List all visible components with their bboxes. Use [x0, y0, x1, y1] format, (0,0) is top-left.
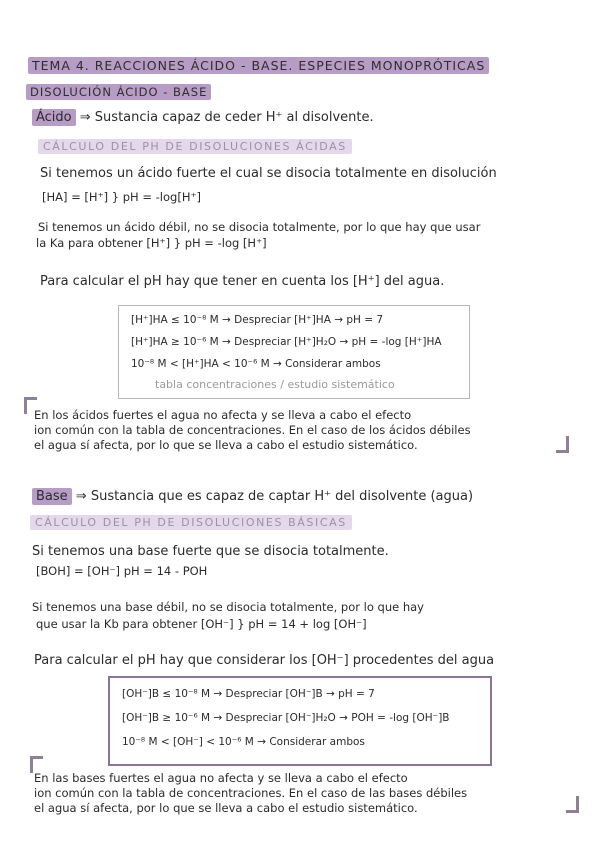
base-section-heading-text: CÁLCULO DEL PH DE DISOLUCIONES BÁSICAS: [30, 515, 352, 530]
acid-summary-box: [118, 305, 470, 399]
base-section-heading: [30, 516, 352, 529]
acid-box-note: tabla concentraciones / estudio sistemático: [155, 378, 395, 391]
base-strong-text: Si tenemos una base fuerte que se disocia totalmente.: [32, 544, 389, 559]
acid-box-line-3: 10⁻⁸ M < [H⁺]HA < 10⁻⁶ M → Considerar ambos: [131, 358, 381, 370]
acid-box-line-2: [H⁺]HA ≥ 10⁻⁶ M → Despreciar [H⁺]H₂O → pH = -log [H⁺]HA: [131, 336, 442, 348]
acid-section-heading: [38, 140, 352, 153]
section-subtitle-text: DISOLUCIÓN ÁCIDO - BASE: [26, 84, 211, 100]
section-subtitle: [26, 85, 211, 99]
acid-strong-text: Si tenemos un ácido fuerte el cual se disocia totalmente en disolución: [40, 166, 497, 181]
base-weak-line-1: Si tenemos una base débil, no se disocia totalmente, por lo que hay: [32, 600, 424, 614]
acid-water-text: Para calcular el pH hay que tener en cuenta los [H⁺] del agua.: [40, 274, 445, 289]
acid-strong-formula: [HA] = [H⁺] } pH = -log[H⁺]: [42, 190, 202, 204]
acid-note-line-1: En los ácidos fuertes el agua no afecta y se lleva a cabo el efecto: [34, 408, 412, 422]
acid-section-heading-text: CÁLCULO DEL PH DE DISOLUCIONES ÁCIDAS: [38, 139, 352, 154]
base-box-line-2: [OH⁻]B ≥ 10⁻⁶ M → Despreciar [OH⁻]H₂O → POH = -log [OH⁻]B: [122, 712, 450, 724]
acid-term: Ácido: [32, 109, 76, 126]
base-water-text: Para calcular el pH hay que considerar los [OH⁻] procedentes del agua: [34, 653, 495, 668]
page-title-text: TEMA 4. REACCIONES ÁCIDO - BASE. ESPECIES MONOPRÓTICAS: [28, 57, 489, 74]
acid-weak-line-1: Si tenemos un ácido débil, no se disocia totalmente, por lo que hay que usar: [38, 220, 481, 234]
bracket-bottom-right-base: [566, 796, 579, 813]
base-box-line-3: 10⁻⁸ M < [OH⁻] < 10⁻⁶ M → Considerar ambos: [122, 736, 365, 748]
base-strong-formula: [BOH] = [OH⁻] pH = 14 - POH: [36, 564, 208, 578]
base-weak-line-2: que usar la Kb para obtener [OH⁻] } pH = 14 + log [OH⁻]: [36, 617, 367, 631]
base-definition: [32, 489, 473, 504]
acid-note-line-2: ion común con la tabla de concentraciones. En el caso de los ácidos débiles: [34, 423, 471, 437]
bracket-bottom-right-acid: [556, 436, 569, 453]
acid-box-line-1: [H⁺]HA ≤ 10⁻⁸ M → Despreciar [H⁺]HA → pH = 7: [131, 314, 384, 326]
base-note-line-1: En las bases fuertes el agua no afecta y se lleva a cabo el efecto: [34, 771, 408, 785]
base-summary-box: [108, 676, 492, 766]
base-note-line-2: ion común con la tabla de concentraciones. En el caso de las bases débiles: [34, 786, 468, 800]
acid-definition-text: ⇒ Sustancia capaz de ceder H⁺ al disolvente.: [79, 110, 374, 125]
page-title: [28, 58, 489, 73]
acid-definition: [32, 110, 374, 125]
base-definition-text: ⇒ Sustancia que es capaz de captar H⁺ del disolvente (agua): [75, 489, 474, 504]
base-box-line-1: [OH⁻]B ≤ 10⁻⁸ M → Despreciar [OH⁻]B → pH = 7: [122, 688, 375, 700]
acid-note-line-3: el agua sí afecta, por lo que se lleva a cabo el estudio sistemático.: [34, 438, 418, 452]
base-term: Base: [32, 488, 72, 505]
base-note-line-3: el agua sí afecta, por lo que se lleva a cabo el estudio sistemático.: [34, 801, 418, 815]
acid-weak-line-2: la Ka para obtener [H⁺] } pH = -log [H⁺]: [36, 236, 267, 250]
